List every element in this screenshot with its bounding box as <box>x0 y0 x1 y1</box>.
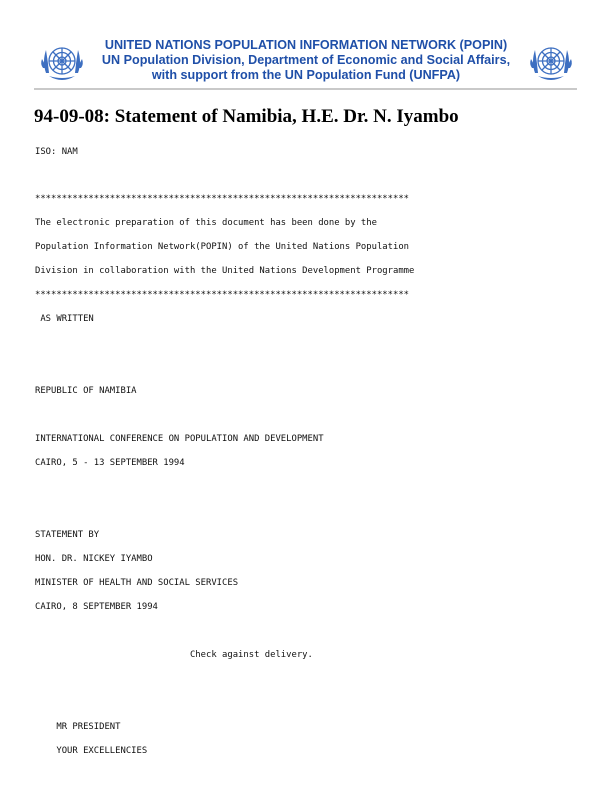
conference-heading: INTERNATIONAL CONFERENCE ON POPULATION AND DEVELOPMENT <box>35 434 324 444</box>
separator-line: ********************************************************************** <box>35 290 410 300</box>
salutation-line: MR PRESIDENT <box>35 722 121 732</box>
delivery-note: Check against delivery. <box>35 650 313 660</box>
prep-note-line: The electronic preparation of this document has been done by the <box>35 218 377 228</box>
speaker-title: MINISTER OF HEALTH AND SOCIAL SERVICES <box>35 578 239 588</box>
header-line-1: UNITED NATIONS POPULATION INFORMATION NETWORK (POPIN) <box>104 38 508 52</box>
header-line-2: UN Population Division, Department of Economic and Social Affairs, <box>101 53 511 67</box>
conference-dates: CAIRO, 5 - 13 SEPTEMBER 1994 <box>35 458 185 468</box>
as-written-label: AS WRITTEN <box>35 314 94 324</box>
prep-note-line: Population Information Network(POPIN) of the United Nations Population <box>35 242 410 252</box>
header-line-3: with support from the UN Population Fund (UNFPA) <box>151 68 461 82</box>
statement-date: CAIRO, 8 SEPTEMBER 1994 <box>35 602 158 612</box>
republic-heading: REPUBLIC OF NAMIBIA <box>35 386 137 396</box>
page-title: 94-09-08: Statement of Namibia, H.E. Dr. N. Iyambo <box>34 106 459 127</box>
salutation-line: YOUR EXCELLENCIES <box>35 746 148 756</box>
statement-by-label: STATEMENT BY <box>35 530 100 540</box>
separator-line: ********************************************************************** <box>35 194 410 204</box>
iso-code: ISO: NAM <box>35 147 78 157</box>
speaker-name: HON. DR. NICKEY IYAMBO <box>35 554 153 564</box>
prep-note-line: Division in collaboration with the United Nations Development Programme <box>35 266 415 276</box>
